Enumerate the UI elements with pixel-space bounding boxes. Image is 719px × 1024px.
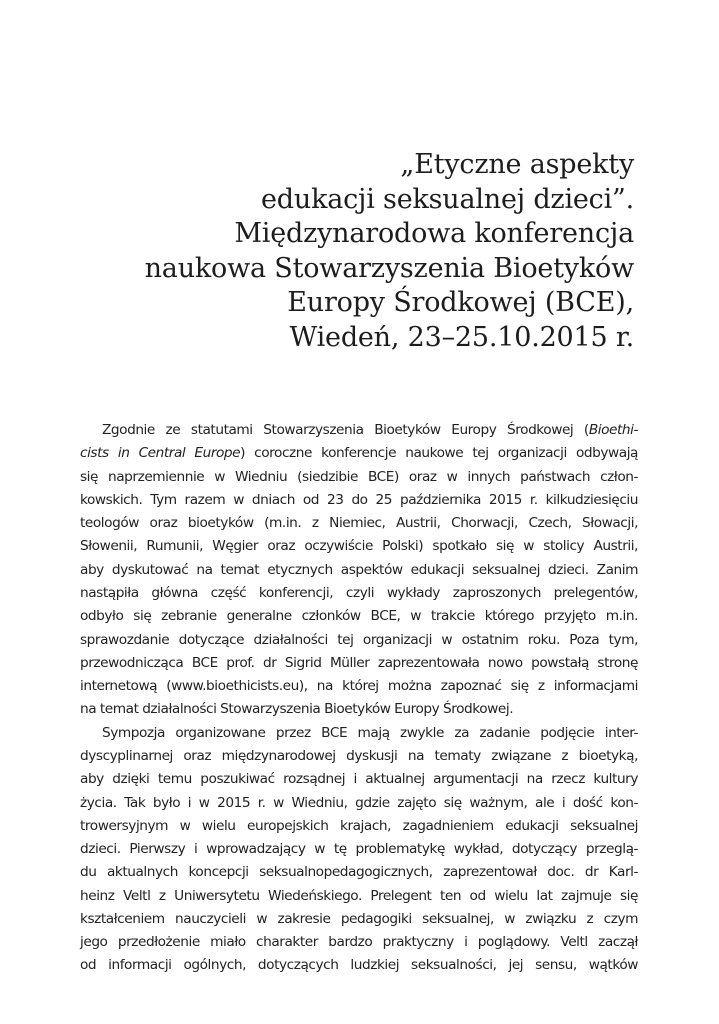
text-line: heinz Veltl z Uniwersytetu Wiedeńskiego. Prelegent ten od wielu lat zajmuje się xyxy=(80,887,638,904)
italic-text: cists in Central Europe xyxy=(80,445,241,462)
text-line: odbyło się zebranie generalne członków BCE, w trakcie którego przyjęto m.in. xyxy=(80,608,638,625)
text-line: się naprzemiennie w Wiedniu (siedzibie BCE) oraz w innych państwach człon- xyxy=(80,468,638,485)
article-title xyxy=(74,148,634,356)
text-line: sprawozdanie dotyczące działalności tej organizacji w ostatnim roku. Poza tym, xyxy=(80,631,638,648)
text-line xyxy=(80,419,638,442)
article-body xyxy=(80,419,638,978)
title-line: Wiedeń, 23–25.10.2015 r. xyxy=(289,321,634,353)
title-line: Europy Środkowej (BCE), xyxy=(287,287,634,319)
title-line: Międzynarodowa konferencja xyxy=(234,218,634,250)
text-line: aby dyskutować na temat etycznych aspektów edukacji seksualnej dzieci. Zanim xyxy=(80,561,638,578)
title-line: naukowa Stowarzyszenia Bioetyków xyxy=(144,252,634,284)
italic-text: Bioethi- xyxy=(588,422,638,438)
text-line: życia. Tak było i w 2015 r. w Wiedniu, gdzie zajęto się ważnym, ale i dość kon- xyxy=(80,794,638,811)
text-line: na temat działalności Stowarzyszenia Bioetyków Europy Środkowej. xyxy=(80,701,514,718)
title-line: „Etyczne aspekty xyxy=(400,149,634,180)
text-segment: ) coroczne konferencje naukowe tej organizacji odbywają xyxy=(240,445,638,462)
text-line: przewodnicząca BCE prof. dr Sigrid Müller zaprezentowała nowo powstałą stronę xyxy=(80,654,638,671)
text-line: kształceniem nauczycieli w zakresie pedagogiki seksualnej, w związku z czym xyxy=(80,910,638,927)
text-line: aby dzięki temu poszukiwać rozsądnej i aktualnej argumentacji na rzecz kultury xyxy=(80,771,638,788)
paragraph-1 xyxy=(80,419,638,722)
text-line: du aktualnych koncepcji seksualnopedagogicznych, zaprezentował doc. dr Karl- xyxy=(80,864,638,881)
text-segment: Zgodnie ze statutami Stowarzyszenia Bioetyków Europy Środkowej ( xyxy=(102,422,589,438)
text-line: dzieci. Pierwszy i wprowadzający w tę problematykę wykład, dotyczący przeglą- xyxy=(80,841,638,858)
text-line: dyscyplinarnej oraz międzynarodowej dyskusji na tematy związane z bioetyką, xyxy=(80,747,638,764)
text-line: teologów oraz bioetyków (m.in. z Niemiec, Austrii, Chorwacji, Czech, Słowacji, xyxy=(80,515,638,532)
text-line: od informacji ogólnych, dotyczących ludzkiej seksualności, jej sensu, wątków xyxy=(80,957,638,974)
text-line: Słowenii, Rumunii, Węgier oraz oczywiście Polski) spotkało się w stolicy Austrii, xyxy=(80,538,638,555)
text-line: jego przedłożenie miało charakter bardzo praktyczny i poglądowy. Veltl zaczął xyxy=(80,934,638,951)
text-line: nastąpiła główna część konferencji, czyli wykłady zaproszonych prelegentów, xyxy=(80,584,638,601)
text-line: Sympozja organizowane przez BCE mają zwykle za zadanie podjęcie inter- xyxy=(102,724,638,741)
text-line xyxy=(80,442,638,465)
title-line: edukacji seksualnej dzieci”. xyxy=(261,183,634,215)
text-line: trowersyjnym w wielu europejskich krajach, zagadnieniem edukacji seksualnej xyxy=(80,817,638,834)
text-line: kowskich. Tym razem w dniach od 23 do 25 października 2015 r. kilkudziesięciu xyxy=(80,491,638,508)
paragraph-2 xyxy=(80,722,638,978)
text-line: internetową (www.bioethicists.eu), na której można zapoznać się z informacjami xyxy=(80,678,638,695)
